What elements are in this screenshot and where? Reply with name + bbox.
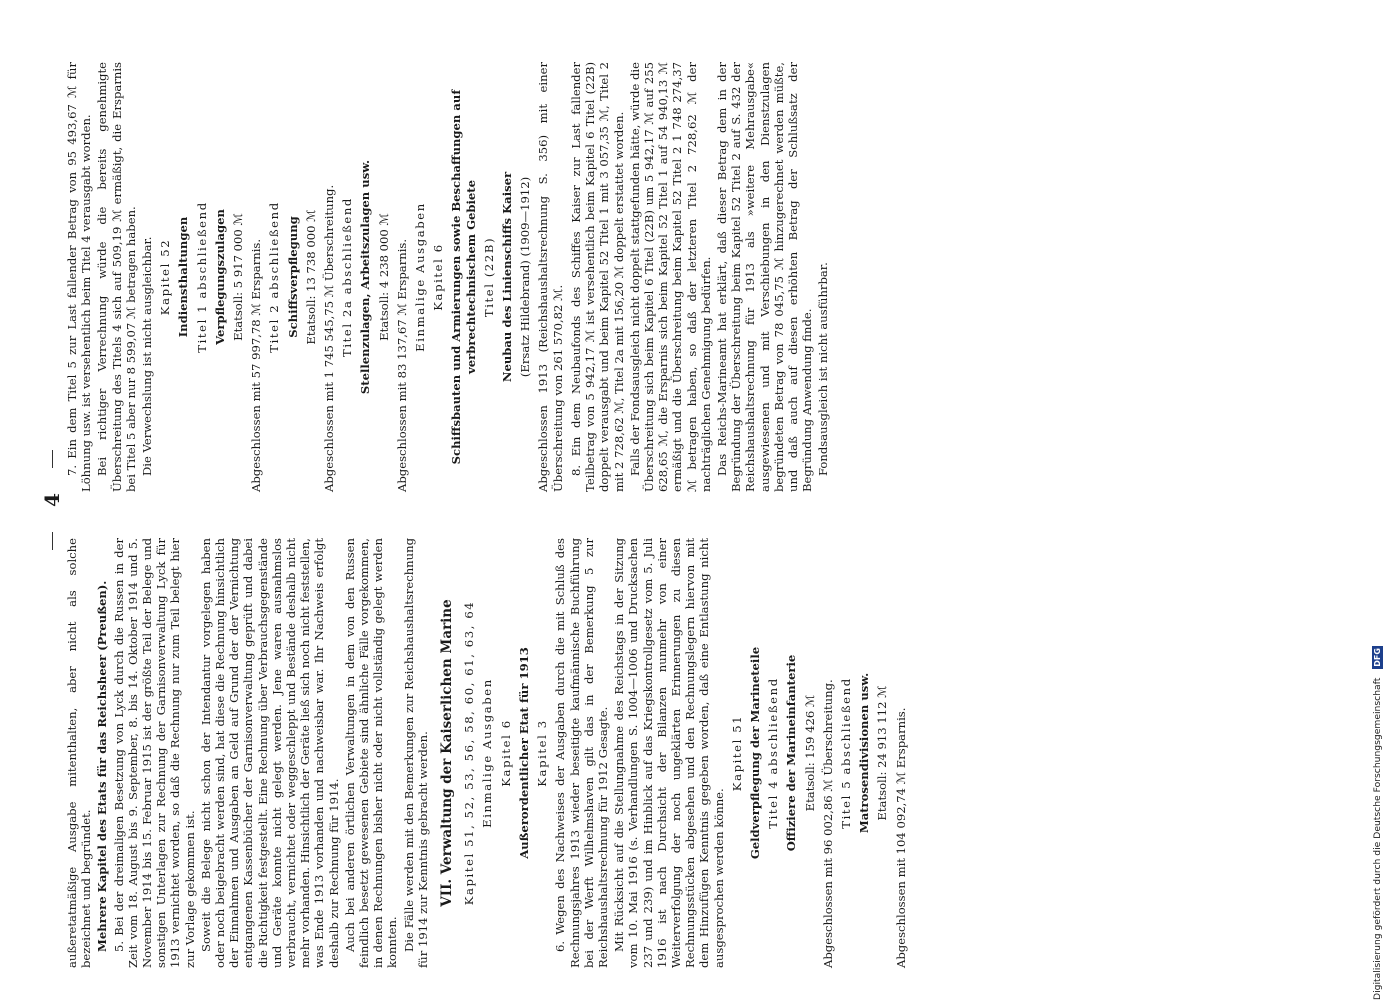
credit-text: Digitalisierung gefördert durch die Deutsche Forschungsgemeinschaft [1372, 677, 1383, 1000]
dfg-logo: DFG [1373, 648, 1382, 667]
subheading: Neubau des Linienschiffs Kaiser [500, 171, 515, 383]
einmalige-heading: Einmalige Ausgaben [480, 678, 495, 828]
etat-line: Etatsoll: 13 738 000 ℳ [303, 209, 318, 345]
titel-line: Titel 2a abschließend [340, 197, 355, 357]
abgeschlossen-line: Abgeschlossen mit 83 137,67 ℳ Ersparnis. [394, 238, 409, 492]
left-column [65, 538, 912, 968]
chapters-heading: Kapitel 51, 52, 53, 56, 58, 60, 61, 63, 64 [462, 600, 477, 906]
ersatz-line: (Ersatz Hildebrand) (1909—1912) [518, 176, 533, 378]
paragraph: 6. Wegen des Nachweises der Ausgaben durch die mit Schluß des Rechnungsjahres 1913 wieder beseitigte kaufmännische Buchführung bei der Werft Wilhelmshaven gilt das in der Bemerkung 5 zur Reichshaushaltsrechnung für 1912 Gesagte. [553, 538, 610, 968]
subheading: Schiffsbauten und Armierungen sowie Beschaffungen auf verbrechtechnischem Gebiete [449, 89, 478, 465]
etat-heading: Außerordentlicher Etat für 1913 [516, 647, 531, 859]
paragraph: Soweit die Belege nicht schon der Intendantur vorgelegen haben oder noch beigebracht werden sind, hat diese die Rechnung hinsichtlich der Einnahmen und Ausgaben an Geld auf Grund der der Vernichtung entgangenen Kassenbücher der Garnisonverwaltung geprüft und dabei die Richtigkeit festgestellt. Eine Rechnung über Verbrauchsgegenstände und Geräte konnte nicht gelegt werden. Jene waren ausnahmslos verbraucht, vernichtet oder weggeschleppt und Bestände deshalb nicht mehr vorhanden. Hinsichtlich der Geräte ließ sich noch nicht feststellen, was Ende 1913 vorhanden und nachweisbar war. Ihr Nachweis erfolgt deshalb zur Rechnung für 1914. [198, 538, 341, 968]
abgeschlossen-line: Abgeschlossen mit 1 745 545,75 ℳ Überschreitung. [322, 184, 337, 492]
page-number-dash-left [52, 532, 53, 550]
subheading: Geldverpflegung der Marineteile [747, 646, 762, 860]
paragraph: Bei richtiger Verrechnung würde die bereits genehmigte Überschreitung des Titels 4 sich auf 509,19 ℳ ermäßigt, die Ersparnis bei Titel 5 aber nur 8 599,07 ℳ betragen haben. [95, 62, 138, 492]
etat-line: Etatsoll: 5 917 000 ℳ [231, 213, 246, 341]
titel-line: Titel 2 abschließend [267, 201, 282, 353]
kapitel-heading: Kapitel 6 [431, 243, 446, 311]
kapitel-heading: Kapitel 52 [158, 238, 173, 316]
paragraph: 5. Bei der dreimaligen Besetzung von Lyck durch die Russen in der Zeit vom 18. August bis 9. September, 8. bis 14. Oktober 1914 und 5. November 1914 bis 15. Februar 1915 ist der größte Teil der Belege und sonstigen Unterlagen zur Rechnung der Garnisonverwaltung Lyck für 1913 vernichtet worden, so daß die Rechnung nur zum Teil belegt hier zur Vorlage gekommen ist. [111, 538, 197, 968]
abgeschlossen-line: Abgeschlossen mit 96 002,86 ℳ Überschreitung. [820, 679, 835, 968]
paragraph: Falls der Fondsausgleich nicht doppelt stattgefunden hätte, würde die Überschreitung sich beim Kapitel 6 Titel (22B) um 5 942,17 ℳ auf 255 628,65 ℳ, die Ersparnis sich beim Kapitel 52 Titel 1 auf 54 940,13 ℳ ermäßigt und die Überschreitung beim Kapitel 52 Titel 2 1 748 274,37 ℳ betragen haben, so daß der letzteren Titel 2 728,62 ℳ der nachträglichen Genehmigung bedürfen. [627, 62, 713, 492]
etat-line: Etatsoll: 24 913 112 ℳ [875, 685, 890, 821]
paragraph: Auch bei anderen örtlichen Verwaltungen in dem von den Russen feindlich besetzt gewesenen Gebiete sind ähnliche Fälle vorgekommen, in denen Rechnungen bisher nicht oder nicht vollständig gelegt werden konnten. [342, 538, 400, 968]
abgeschlossen-line: Abgeschlossen mit 104 092,74 ℳ Ersparnis. [893, 707, 908, 968]
paragraph: Die Fälle werden mit den Bemerkungen zur Reichshaushaltsrechnung für 1914 zur Kenntnis gebracht werden. [401, 538, 430, 968]
titel-line: Titel 5 abschließend [838, 677, 853, 829]
paragraph-bold: Mehrere Kapitel des Etats für das Reichsheer (Preußen). [95, 580, 110, 952]
kapitel-heading: Kapitel 6 [498, 719, 513, 787]
paragraph: Mit Rücksicht auf die Stellungnahme des Reichstags in der Sitzung vom 10. Mai 1916 (s. Verhandlungen S. 1004—1006 und Drucksachen 237 und 239) und im Hinblick auf das Kriegskontrollgesetz vom 5. Juli 1916 ist nach Durchsicht der Bilanzen nunmehr von einer Weiterverfolgung der noch ungeklärten Erinnerungen zu diesen Rechnungsstücken abgesehen und den Rechnungslegern hiervon mit dem Hinzufügen Kenntnis gegeben worden, daß eine Entlastung nicht ausgesprochen werden könne. [612, 538, 726, 968]
abgeschlossen-line: Abgeschlossen 1913 (Reichshaushaltsrechnung S. 356) mit einer Überschreitung von 261 570,82 ℳ. [536, 62, 565, 492]
paragraph: Die Verwechslung ist nicht ausgleichbar. [140, 236, 155, 476]
kapitel-heading: Kapitel 51 [729, 714, 744, 792]
subheading: Indiensthaltungen [176, 216, 191, 338]
subheading: Schiffsverpflegung [285, 216, 300, 338]
einmalige-heading: Einmalige Ausgaben [413, 202, 428, 352]
page-number-dash-right [52, 450, 53, 468]
paragraph: 8. Ein dem Neubaufonds des Schiffes Kaiser zur Last fallender Teilbetrag von 5 942,17 ℳ ist versehentlich beim Kapitel 6 Titel (22B) doppelt verausgabt und beim Kapitel 52 Titel 1 mit 3 057,35 ℳ, Titel 2 mit 2 728,62 ℳ, Titel 2a mit 156,20 ℳ doppelt erstattet worden. [568, 62, 626, 492]
titel-line: Titel (22B) [481, 236, 496, 318]
etat-line: Etatsoll: 159 426 ℳ [802, 694, 817, 812]
digitization-credit [1372, 0, 1383, 1000]
section-heading: VII. Verwaltung der Kaiserlichen Marine [439, 599, 456, 907]
subheading: Offiziere der Marineinfanterie [784, 654, 799, 852]
subheading: Stellenzulagen, Arbeitszulagen usw. [358, 159, 373, 395]
titel-line: Titel 1 abschließend [194, 201, 209, 353]
subheading: Verpflegungszulagen [212, 209, 227, 345]
paragraph: außeretatmäßige Ausgabe mitenthalten, aber nicht als solche bezeichnet und begründet. [65, 538, 94, 968]
paragraph: Fondsausgleich ist nicht ausführbar. [816, 262, 831, 476]
etat-line: Etatsoll: 4 238 000 ℳ [376, 213, 391, 341]
subheading: Matrosendivisionen usw. [857, 672, 872, 834]
titel-line: Titel 4 abschließend [766, 677, 781, 829]
paragraph: Das Reichs-Marineamt hat erklärt, daß dieser Betrag dem in der Begründung der Überschreitung beim Kapitel 52 Titel 2 auf S. 432 der Reichshaushaltsrechnung für 1913 als »weitere Mehrausgabe« ausgewiesenen und mit Verschiebungen in den Dienstzulagen begründeten Betrag von 78 045,75 ℳ hinzugerechnet werden müßte, und daß auch auf diesen erhöhten Betrag der Schlußsatz der Begründung Anwendung finde. [714, 62, 815, 492]
paragraph: 7. Ein dem Titel 5 zur Last fallender Betrag von 95 493,67 ℳ für Löhnung usw. ist versehentlich beim Titel 4 verausgabt worden. [65, 62, 94, 492]
right-column [65, 62, 833, 492]
page-number: 4 [40, 493, 64, 507]
kapitel-heading: Kapitel 3 [535, 719, 550, 787]
abgeschlossen-line: Abgeschlossen mit 57 997,78 ℳ Ersparnis. [249, 238, 264, 492]
